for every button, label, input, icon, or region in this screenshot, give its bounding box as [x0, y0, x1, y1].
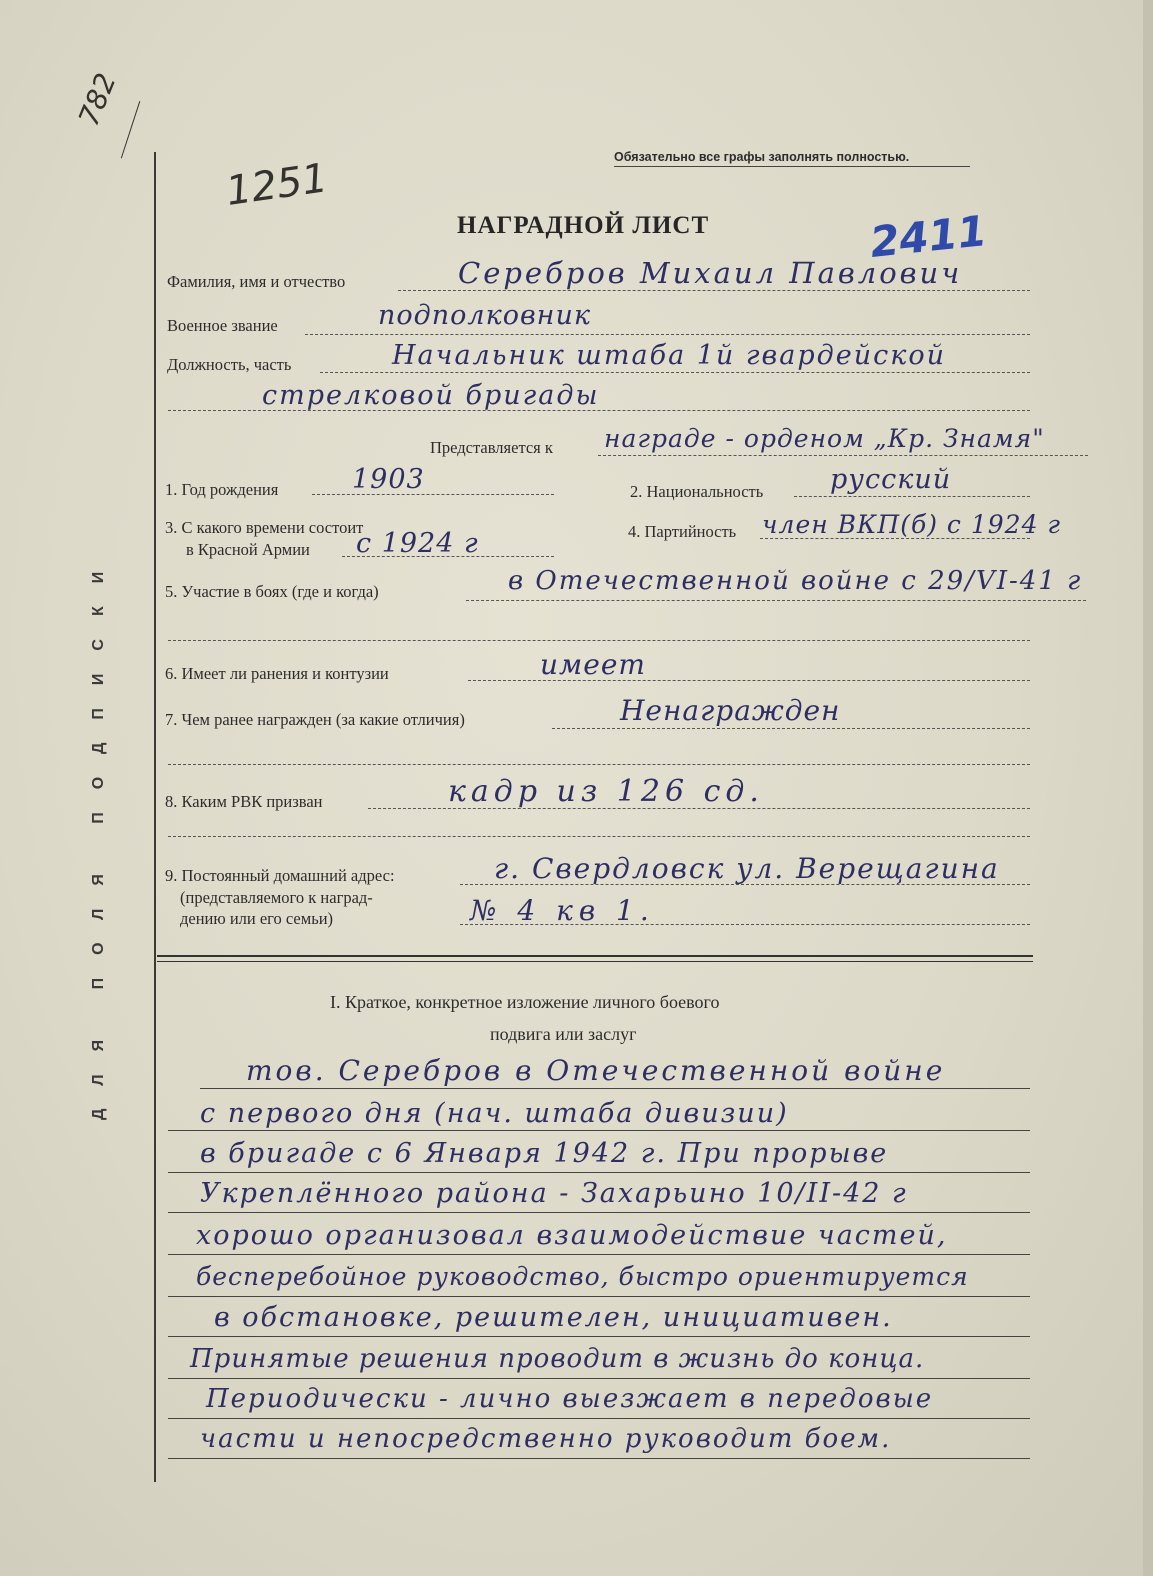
archive-number: 782 [72, 68, 123, 131]
narrative-rule-8 [168, 1378, 1030, 1379]
army-since-value: с 1924 г [356, 528, 479, 559]
battles-value: в Отечественной войне с 29/VI-41 г [508, 566, 1083, 596]
party-value: член ВКП(б) с 1924 г [762, 510, 1062, 539]
party-label: 4. Партийность [628, 522, 737, 541]
address-label-1: 9. Постоянный домашний адрес: [165, 866, 395, 885]
wounds-label: 6. Имеет ли ранения и контузии [165, 664, 389, 683]
document-title: НАГРАДНОЙ ЛИСТ [457, 212, 710, 239]
previous-awards-value: Ненагражден [620, 694, 841, 727]
blue-mark: 2411 [867, 206, 990, 267]
margin-rule [154, 152, 156, 1482]
position-label: Должность, часть [167, 355, 292, 374]
previous-awards-line-2 [168, 764, 1030, 765]
nationality-line [794, 496, 1030, 497]
nationality-label: 2. Национальность [630, 482, 764, 501]
birth-year-line [312, 494, 554, 495]
rvk-value: кадр из 126 сд. [448, 774, 764, 809]
margin-label: ДЛЯ ПОЛЯ ПОДПИСКИ [90, 548, 107, 1120]
rank-line [305, 334, 1030, 335]
wounds-value: имеет [540, 648, 646, 681]
archive-number-underline [121, 101, 142, 159]
narrative-line-6: бесперебойное руководство, быстро ориентируется [196, 1262, 969, 1291]
rvk-line-2 [168, 836, 1030, 837]
battles-line-1 [466, 600, 1086, 601]
narrative-rule-9 [168, 1418, 1030, 1419]
battles-label: 5. Участие в боях (где и когда) [165, 582, 379, 601]
nominated-line [598, 455, 1088, 456]
narrative-line-1: тов. Серебров в Отечественной войне [246, 1054, 946, 1087]
section-divider [157, 955, 1033, 962]
previous-awards-line-1 [552, 728, 1030, 729]
narrative-rule-10 [168, 1458, 1030, 1459]
narrative-line-10: части и непосредственно руководит боем. [200, 1424, 892, 1454]
fio-line [398, 290, 1030, 291]
narrative-line-7: в обстановке, решителен, инициативен. [214, 1302, 893, 1333]
battles-line-2 [168, 640, 1030, 641]
birth-year-value: 1903 [352, 464, 425, 495]
narrative-rule-6 [168, 1296, 1030, 1297]
rank-label: Военное звание [167, 316, 278, 335]
narrative-rule-5 [168, 1254, 1030, 1255]
narrative-rule-4 [168, 1212, 1030, 1213]
previous-awards-label: 7. Чем ранее награжден (за какие отличия) [165, 710, 465, 729]
narrative-line-8: Принятые решения проводит в жизнь до конца. [190, 1344, 925, 1374]
army-since-label-1: 3. С какого времени состоит [165, 518, 364, 537]
narrative-rule-3 [168, 1172, 1030, 1173]
address-label-3: дению или его семьи) [180, 909, 334, 928]
army-since-label-2: в Красной Армии [186, 540, 310, 559]
narrative-rule-2 [168, 1130, 1030, 1131]
fio-value: Серебров Михаил Павлович [458, 256, 963, 290]
address-value-2: № 4 кв 1. [470, 894, 655, 927]
nominated-value: награде - орденом „Кр. Знамя" [604, 424, 1045, 453]
birth-year-label: 1. Год рождения [165, 480, 279, 499]
address-value-1: г. Свердловск ул. Верещагина [494, 852, 1000, 885]
narrative-line-5: хорошо организовал взаимодействие частей, [196, 1220, 948, 1251]
notice-underline [614, 166, 970, 167]
narrative-line-4: Укреплённого района - Захарьино 10/II-42 г [200, 1178, 908, 1209]
narrative-rule-1 [200, 1088, 1030, 1089]
narrative-line-3: в бригаде с 6 Января 1942 г. При прорыве [200, 1138, 889, 1169]
fio-label: Фамилия, имя и отчество [167, 272, 346, 291]
fill-notice: Обязательно все графы заполнять полностью. [614, 150, 910, 164]
narrative-rule-7 [168, 1336, 1030, 1337]
pencil-number: 1251 [223, 155, 331, 215]
paper-edge [1143, 0, 1153, 1576]
nationality-value: русский [830, 464, 952, 495]
address-label-2: (представляемого к наград- [180, 888, 373, 907]
position-line-1 [320, 372, 1030, 373]
section-heading-1: I. Краткое, конкретное изложение личного боевого [330, 992, 720, 1012]
rank-value: подполковник [378, 300, 591, 331]
rvk-label: 8. Каким РВК призван [165, 792, 323, 811]
nominated-label: Представляется к [430, 438, 553, 457]
position-value-2: стрелковой бригады [262, 380, 600, 411]
section-heading-2: подвига или заслуг [490, 1024, 637, 1044]
narrative-line-9: Периодически - лично выезжает в передовые [206, 1384, 934, 1414]
narrative-line-2: с первого дня (нач. штаба дивизии) [200, 1098, 789, 1129]
position-value-1: Начальник штаба 1й гвардейской [392, 340, 947, 371]
